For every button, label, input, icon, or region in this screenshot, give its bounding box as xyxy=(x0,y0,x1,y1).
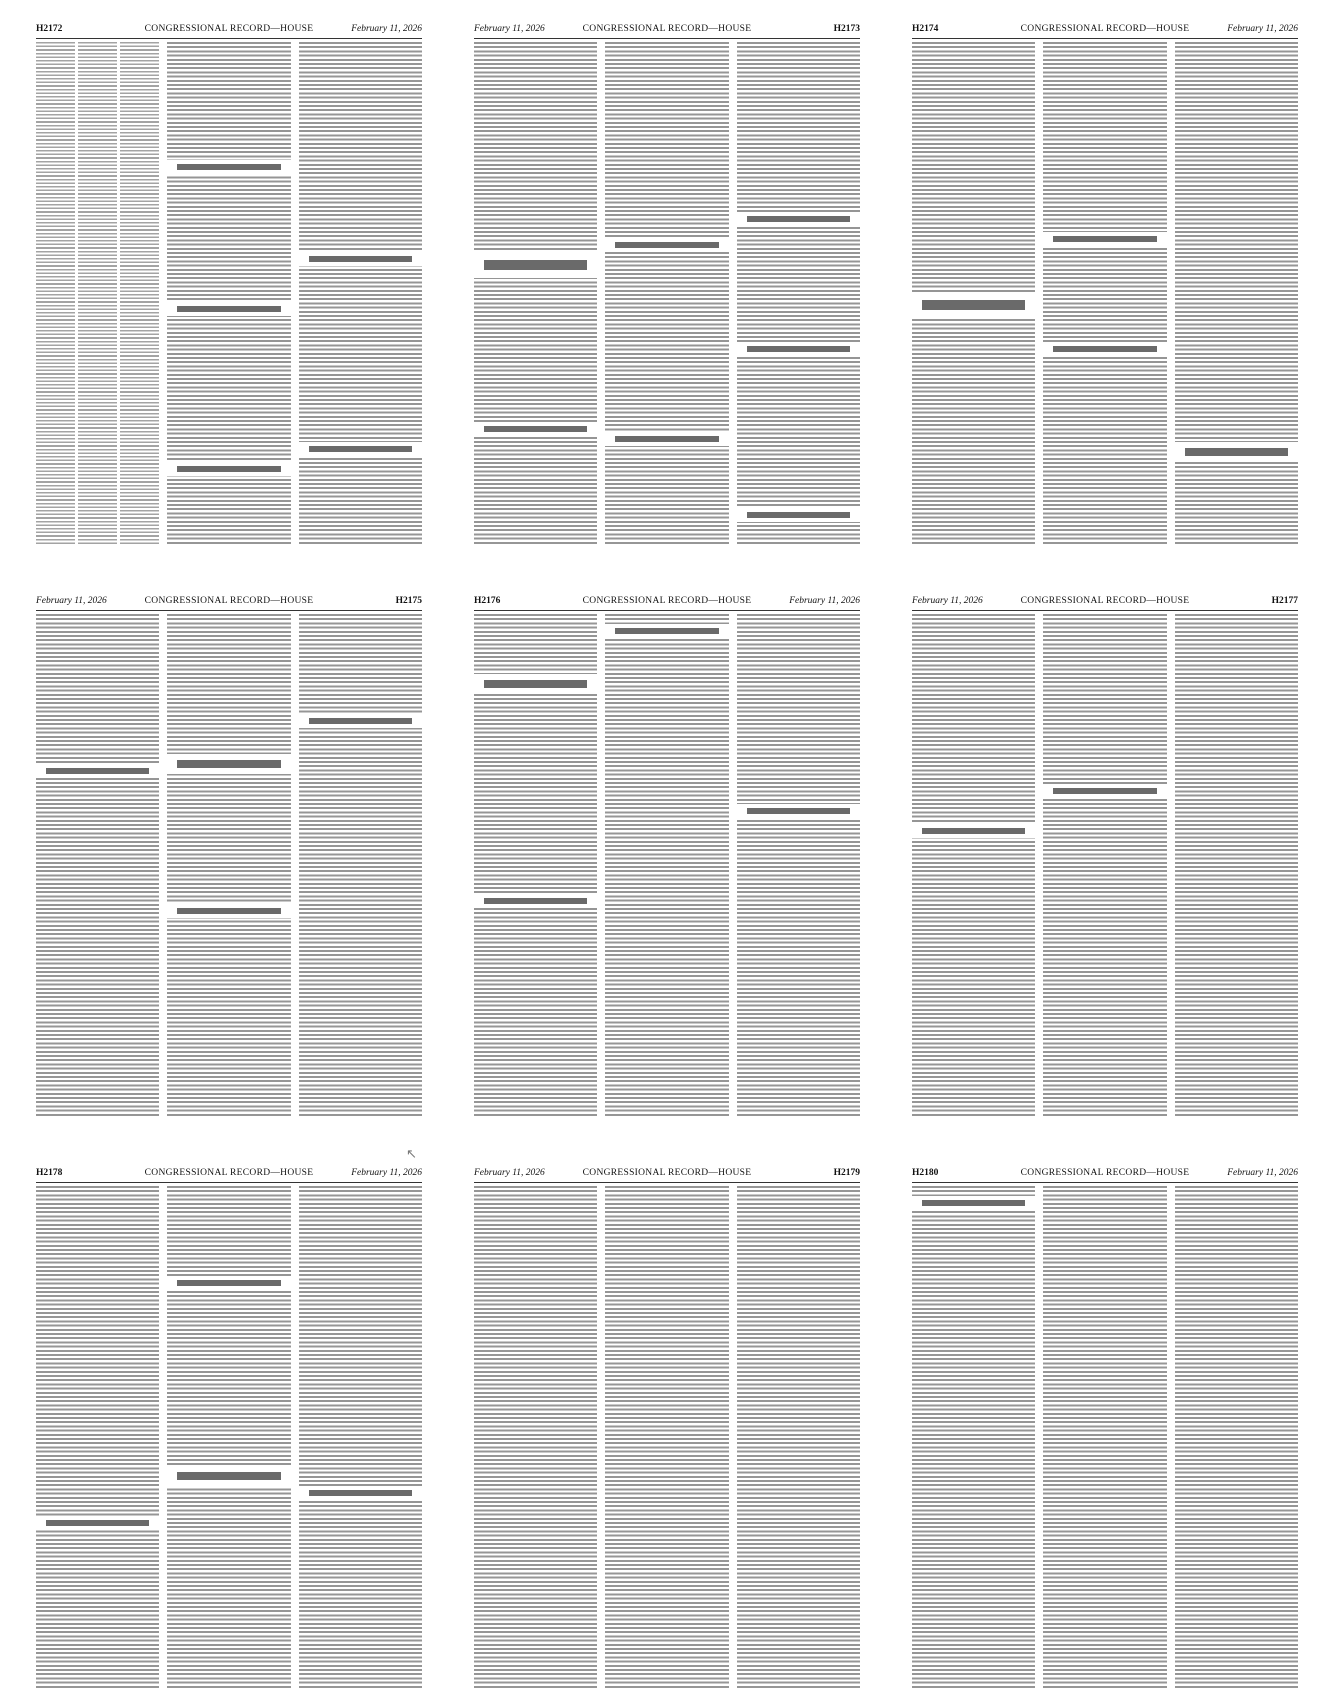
page-header xyxy=(474,22,860,36)
section-heading xyxy=(299,442,422,456)
page-date: February 11, 2026 xyxy=(1227,1168,1298,1178)
text-column xyxy=(912,1186,1035,1690)
page-number: H2176 xyxy=(474,596,501,606)
running-title: CONGRESSIONAL RECORD—HOUSE xyxy=(582,24,752,34)
text-column xyxy=(737,1186,860,1690)
section-heading xyxy=(605,432,728,446)
page-h2179[interactable] xyxy=(456,1152,868,1700)
name-column xyxy=(120,42,159,546)
section-heading xyxy=(474,422,597,436)
page-date: February 11, 2026 xyxy=(351,24,422,34)
section-heading xyxy=(167,754,290,774)
section-heading xyxy=(912,292,1035,318)
header-rule xyxy=(474,1182,860,1183)
page-h2177[interactable] xyxy=(894,580,1306,1128)
section-heading xyxy=(167,1276,290,1290)
page-number: H2173 xyxy=(833,24,860,34)
page-date: February 11, 2026 xyxy=(912,596,983,606)
name-column xyxy=(78,42,117,546)
section-heading xyxy=(36,1516,159,1530)
text-column xyxy=(1043,614,1166,1118)
page-number: H2178 xyxy=(36,1168,63,1178)
text-column xyxy=(1043,42,1166,546)
section-heading xyxy=(737,342,860,356)
page-header xyxy=(912,1166,1298,1180)
text-columns xyxy=(36,614,422,1118)
page-number: H2180 xyxy=(912,1168,939,1178)
text-columns xyxy=(912,42,1298,546)
text-column xyxy=(1175,42,1298,546)
text-column xyxy=(167,1186,290,1690)
page-number: H2175 xyxy=(395,596,422,606)
text-column xyxy=(474,614,597,1118)
text-columns xyxy=(912,1186,1298,1690)
text-column xyxy=(605,42,728,546)
text-column xyxy=(167,614,290,1118)
section-heading xyxy=(912,1196,1035,1210)
page-h2175[interactable] xyxy=(18,580,430,1128)
section-heading xyxy=(36,764,159,778)
page-header xyxy=(474,594,860,608)
page-header xyxy=(912,22,1298,36)
section-heading xyxy=(912,824,1035,838)
page-header xyxy=(912,594,1298,608)
text-columns xyxy=(474,42,860,546)
page-h2180[interactable] xyxy=(894,1152,1306,1700)
section-heading xyxy=(474,894,597,908)
section-heading xyxy=(167,904,290,918)
text-column xyxy=(1175,1186,1298,1690)
section-heading xyxy=(1043,784,1166,798)
text-column xyxy=(299,614,422,1118)
running-title: CONGRESSIONAL RECORD—HOUSE xyxy=(1020,1168,1190,1178)
text-column xyxy=(36,614,159,1118)
page-h2178[interactable] xyxy=(18,1152,430,1700)
section-heading xyxy=(167,1466,290,1486)
text-column xyxy=(912,614,1035,1118)
section-heading xyxy=(167,160,290,174)
page-number: H2172 xyxy=(36,24,63,34)
page-date: February 11, 2026 xyxy=(789,596,860,606)
running-title: CONGRESSIONAL RECORD—HOUSE xyxy=(144,596,314,606)
header-rule xyxy=(36,610,422,611)
text-column xyxy=(1043,1186,1166,1690)
section-heading xyxy=(1043,342,1166,356)
text-column xyxy=(737,42,860,546)
section-heading xyxy=(1175,442,1298,462)
page-header xyxy=(474,1166,860,1180)
section-heading xyxy=(474,252,597,278)
roll-call-name-list xyxy=(36,42,159,546)
text-column xyxy=(474,1186,597,1690)
page-number: H2177 xyxy=(1271,596,1298,606)
page-h2176[interactable] xyxy=(456,580,868,1128)
text-column xyxy=(605,1186,728,1690)
text-column xyxy=(299,1186,422,1690)
header-rule xyxy=(474,610,860,611)
section-heading xyxy=(299,1486,422,1500)
text-columns xyxy=(36,1186,422,1690)
page-header xyxy=(36,1166,422,1180)
section-heading xyxy=(605,624,728,638)
page-h2174[interactable] xyxy=(894,8,1306,556)
text-column xyxy=(36,1186,159,1690)
text-columns xyxy=(474,614,860,1118)
running-title: CONGRESSIONAL RECORD—HOUSE xyxy=(1020,24,1190,34)
section-heading xyxy=(299,252,422,266)
section-heading xyxy=(474,674,597,694)
section-heading xyxy=(605,238,728,252)
running-title: CONGRESSIONAL RECORD—HOUSE xyxy=(582,1168,752,1178)
section-heading xyxy=(167,302,290,316)
text-columns xyxy=(912,614,1298,1118)
page-h2173[interactable] xyxy=(456,8,868,556)
section-heading xyxy=(1043,232,1166,246)
header-rule xyxy=(474,38,860,39)
section-heading xyxy=(167,462,290,476)
section-heading xyxy=(737,508,860,522)
page-date: February 11, 2026 xyxy=(474,1168,545,1178)
page-header xyxy=(36,22,422,36)
page-date: February 11, 2026 xyxy=(351,1168,422,1178)
page-header xyxy=(36,594,422,608)
text-columns xyxy=(474,1186,860,1690)
text-column xyxy=(299,42,422,546)
header-rule xyxy=(36,38,422,39)
running-title: CONGRESSIONAL RECORD—HOUSE xyxy=(144,1168,314,1178)
running-title: CONGRESSIONAL RECORD—HOUSE xyxy=(582,596,752,606)
header-rule xyxy=(912,38,1298,39)
text-columns xyxy=(36,42,422,546)
name-column xyxy=(36,42,75,546)
page-h2172[interactable] xyxy=(18,8,430,556)
page-number: H2179 xyxy=(833,1168,860,1178)
text-column xyxy=(167,42,290,546)
text-column xyxy=(605,614,728,1118)
running-title: CONGRESSIONAL RECORD—HOUSE xyxy=(144,24,314,34)
page-date: February 11, 2026 xyxy=(474,24,545,34)
running-title: CONGRESSIONAL RECORD—HOUSE xyxy=(1020,596,1190,606)
header-rule xyxy=(36,1182,422,1183)
page-date: February 11, 2026 xyxy=(36,596,107,606)
header-rule xyxy=(912,610,1298,611)
section-heading xyxy=(299,714,422,728)
text-column xyxy=(474,42,597,546)
text-column xyxy=(737,614,860,1118)
section-heading xyxy=(737,212,860,226)
text-column xyxy=(1175,614,1298,1118)
page-number: H2174 xyxy=(912,24,939,34)
text-column xyxy=(912,42,1035,546)
section-heading xyxy=(737,804,860,818)
page-date: February 11, 2026 xyxy=(1227,24,1298,34)
header-rule xyxy=(912,1182,1298,1183)
